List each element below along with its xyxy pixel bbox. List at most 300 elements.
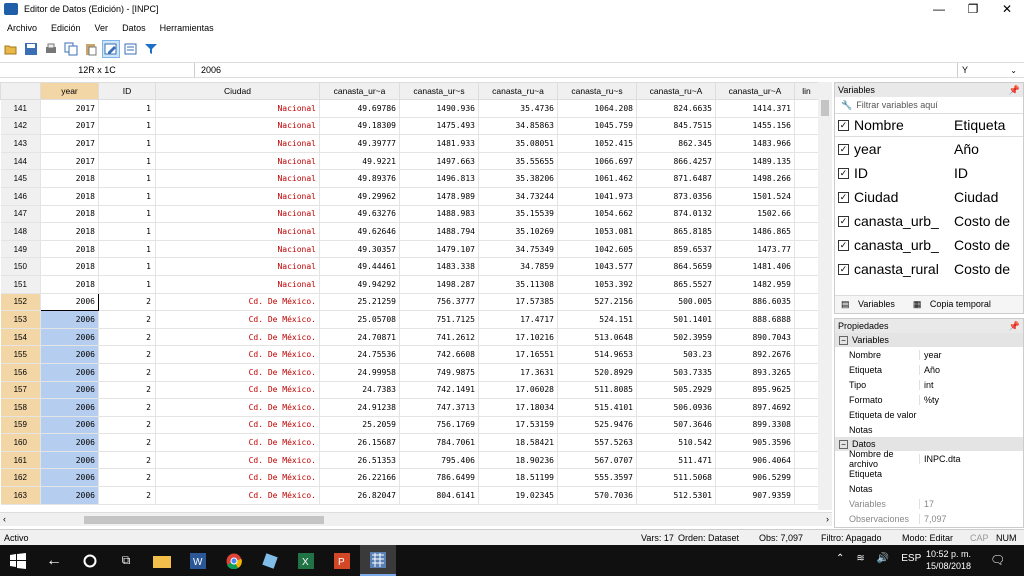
cell-c4[interactable]: 520.8929 (558, 363, 637, 381)
column-header-year[interactable]: year (41, 83, 99, 100)
cell-c3[interactable]: 17.18034 (479, 399, 558, 417)
column-header-c5[interactable]: canasta_ru~A (637, 83, 716, 100)
cell-year[interactable]: 2017 (41, 117, 99, 135)
property-row[interactable] (835, 481, 1023, 496)
cell-year[interactable]: 2018 (41, 240, 99, 258)
notifications-icon[interactable]: 🗨 (990, 553, 1006, 567)
cell-c1[interactable]: 25.05708 (320, 311, 400, 329)
cell-c5[interactable]: 864.5659 (637, 258, 716, 276)
cell-c5[interactable]: 511.471 (637, 451, 716, 469)
cell-c2[interactable]: 804.6141 (400, 487, 479, 505)
property-row[interactable] (835, 347, 1023, 362)
cell-lin[interactable] (795, 100, 819, 118)
task-view-icon[interactable]: ⧉ (121, 553, 131, 567)
row-number[interactable]: 162 (1, 469, 41, 487)
row-number[interactable]: 145 (1, 170, 41, 188)
cell-lin[interactable] (795, 311, 819, 329)
volume-icon[interactable]: 🔊 (876, 553, 890, 564)
cell-lin[interactable] (795, 416, 819, 434)
table-row[interactable] (1, 311, 819, 329)
cell-lin[interactable] (795, 399, 819, 417)
property-row[interactable] (835, 496, 1023, 511)
cell-ciudad[interactable]: Nacional (156, 152, 320, 170)
cell-c4[interactable]: 511.8085 (558, 381, 637, 399)
cell-c4[interactable]: 1043.577 (558, 258, 637, 276)
cell-lin[interactable] (795, 487, 819, 505)
cell-c6[interactable]: 1501.524 (716, 187, 795, 205)
cell-c5[interactable]: 501.1401 (637, 311, 716, 329)
cell-year[interactable]: 2006 (41, 381, 99, 399)
cell-c1[interactable]: 24.99958 (320, 363, 400, 381)
cell-c5[interactable]: 865.8185 (637, 223, 716, 241)
cell-c3[interactable]: 17.4717 (479, 311, 558, 329)
cell-year[interactable]: 2006 (41, 469, 99, 487)
cell-id[interactable]: 1 (99, 187, 156, 205)
cell-c5[interactable]: 506.0936 (637, 399, 716, 417)
variable-checkbox[interactable]: ✓ (839, 215, 848, 226)
cell-c1[interactable]: 24.7383 (320, 381, 400, 399)
cell-c1[interactable]: 49.9221 (320, 152, 400, 170)
data-grid[interactable] (0, 82, 832, 510)
row-number[interactable]: 160 (1, 434, 41, 452)
cell-year[interactable]: 2017 (41, 135, 99, 153)
paste-icon[interactable] (82, 40, 100, 58)
menu-herramientas[interactable]: Herramientas (159, 23, 214, 33)
cell-id[interactable]: 1 (99, 223, 156, 241)
variable-list-item[interactable] (835, 161, 1023, 185)
cell-year[interactable]: 2018 (41, 223, 99, 241)
table-row[interactable] (1, 205, 819, 223)
column-header-c6[interactable]: canasta_ur~A (716, 83, 795, 100)
cell-c2[interactable]: 756.3777 (400, 293, 479, 311)
property-row[interactable] (835, 392, 1023, 407)
row-number[interactable]: 158 (1, 399, 41, 417)
cell-c6[interactable]: 1502.66 (716, 205, 795, 223)
cell-year[interactable]: 2006 (41, 487, 99, 505)
property-row[interactable] (835, 362, 1023, 377)
cell-c6[interactable]: 906.5299 (716, 469, 795, 487)
cell-ciudad[interactable]: Nacional (156, 223, 320, 241)
row-number[interactable]: 161 (1, 451, 41, 469)
cell-c2[interactable]: 1488.983 (400, 205, 479, 223)
cell-c4[interactable]: 1061.462 (558, 170, 637, 188)
cell-c3[interactable]: 17.53159 (479, 416, 558, 434)
cell-lin[interactable] (795, 117, 819, 135)
variable-dropdown[interactable] (957, 63, 1020, 77)
cell-c5[interactable]: 503.7335 (637, 363, 716, 381)
cell-c6[interactable]: 1482.959 (716, 275, 795, 293)
menu-datos[interactable]: Datos (122, 23, 146, 33)
column-header-c2[interactable]: canasta_ur~s (400, 83, 479, 100)
cell-c3[interactable]: 19.02345 (479, 487, 558, 505)
cell-c4[interactable]: 527.2156 (558, 293, 637, 311)
cell-id[interactable]: 2 (99, 311, 156, 329)
cell-c2[interactable]: 1483.338 (400, 258, 479, 276)
property-value[interactable]: int (919, 380, 1023, 390)
cell-c5[interactable]: 859.6537 (637, 240, 716, 258)
cell-c3[interactable]: 34.75349 (479, 240, 558, 258)
table-row[interactable] (1, 223, 819, 241)
property-value[interactable]: %ty (919, 395, 1023, 405)
cell-id[interactable]: 1 (99, 100, 156, 118)
cell-c6[interactable]: 1489.135 (716, 152, 795, 170)
cell-c1[interactable]: 49.62646 (320, 223, 400, 241)
table-row[interactable] (1, 187, 819, 205)
cell-c2[interactable]: 1488.794 (400, 223, 479, 241)
word-icon[interactable] (180, 545, 216, 576)
table-row[interactable] (1, 434, 819, 452)
tab-variables[interactable]: ▤ Variables (835, 299, 907, 310)
cell-ciudad[interactable]: Cd. De México. (156, 381, 320, 399)
cell-c5[interactable]: 512.5301 (637, 487, 716, 505)
cell-ciudad[interactable]: Cd. De México. (156, 311, 320, 329)
cell-c2[interactable]: 756.1769 (400, 416, 479, 434)
cell-value-field[interactable]: 2006 (201, 65, 222, 75)
powerpoint-icon[interactable] (324, 545, 360, 576)
property-row[interactable] (835, 422, 1023, 437)
stata-icon[interactable] (360, 545, 396, 576)
property-row[interactable] (835, 407, 1023, 422)
cell-c6[interactable]: 1473.77 (716, 240, 795, 258)
cell-c1[interactable]: 49.89376 (320, 170, 400, 188)
cell-c4[interactable]: 555.3597 (558, 469, 637, 487)
corner-cell[interactable] (1, 83, 41, 100)
cell-c3[interactable]: 34.7859 (479, 258, 558, 276)
cell-c2[interactable]: 749.9875 (400, 363, 479, 381)
cell-lin[interactable] (795, 381, 819, 399)
cell-year[interactable]: 2006 (41, 363, 99, 381)
table-row[interactable] (1, 135, 819, 153)
row-number[interactable]: 150 (1, 258, 41, 276)
cell-c3[interactable]: 35.55655 (479, 152, 558, 170)
cell-c5[interactable]: 824.6635 (637, 100, 716, 118)
cell-c6[interactable]: 1483.966 (716, 135, 795, 153)
col-name-header[interactable]: Nombre (854, 117, 904, 133)
cell-lin[interactable] (795, 328, 819, 346)
cell-c4[interactable]: 567.0707 (558, 451, 637, 469)
cell-ciudad[interactable]: Nacional (156, 187, 320, 205)
table-row[interactable] (1, 170, 819, 188)
variable-checkbox[interactable]: ✓ (839, 263, 848, 274)
cell-c1[interactable]: 49.29962 (320, 187, 400, 205)
cell-c4[interactable]: 1054.662 (558, 205, 637, 223)
cell-id[interactable]: 2 (99, 346, 156, 364)
cell-lin[interactable] (795, 451, 819, 469)
open-icon[interactable] (2, 40, 20, 58)
cell-ciudad[interactable]: Cd. De México. (156, 416, 320, 434)
cell-c1[interactable]: 26.15687 (320, 434, 400, 452)
cell-c1[interactable]: 49.39777 (320, 135, 400, 153)
variable-checkbox[interactable]: ✓ (839, 191, 848, 202)
row-number[interactable]: 142 (1, 117, 41, 135)
scroll-thumb[interactable] (84, 516, 324, 524)
cell-id[interactable]: 1 (99, 135, 156, 153)
column-header-c4[interactable]: canasta_ru~s (558, 83, 637, 100)
cell-c1[interactable]: 25.2059 (320, 416, 400, 434)
cell-c1[interactable]: 49.44461 (320, 258, 400, 276)
cell-year[interactable]: 2006 (41, 311, 99, 329)
row-number[interactable]: 163 (1, 487, 41, 505)
cell-c6[interactable]: 907.9359 (716, 487, 795, 505)
row-number[interactable]: 153 (1, 311, 41, 329)
cell-id[interactable]: 2 (99, 487, 156, 505)
scroll-left-icon[interactable]: ‹ (3, 514, 6, 524)
cell-year[interactable]: 2018 (41, 205, 99, 223)
grid-horizontal-scrollbar[interactable] (0, 512, 832, 526)
cell-c6[interactable]: 1481.406 (716, 258, 795, 276)
table-row[interactable] (1, 293, 819, 311)
row-number[interactable]: 151 (1, 275, 41, 293)
app-icon-blue[interactable] (252, 545, 288, 576)
browse-icon[interactable] (122, 40, 140, 58)
row-number[interactable]: 144 (1, 152, 41, 170)
tab-copia-temporal[interactable]: ▦ Copia temporal (907, 299, 1003, 310)
variable-list-item[interactable] (835, 257, 1023, 281)
cell-c2[interactable]: 1496.813 (400, 170, 479, 188)
cell-id[interactable]: 1 (99, 258, 156, 276)
cell-c3[interactable]: 35.11308 (479, 275, 558, 293)
scroll-right-icon[interactable]: › (826, 514, 829, 524)
cell-id[interactable]: 1 (99, 240, 156, 258)
cell-id[interactable]: 2 (99, 451, 156, 469)
table-row[interactable] (1, 117, 819, 135)
row-number[interactable]: 141 (1, 100, 41, 118)
cell-ciudad[interactable]: Cd. De México. (156, 469, 320, 487)
cell-c2[interactable]: 1478.989 (400, 187, 479, 205)
cell-lin[interactable] (795, 187, 819, 205)
cell-c1[interactable]: 24.75536 (320, 346, 400, 364)
cell-c2[interactable]: 795.406 (400, 451, 479, 469)
variable-list-item[interactable] (835, 185, 1023, 209)
cell-lin[interactable] (795, 205, 819, 223)
cell-id[interactable]: 1 (99, 205, 156, 223)
row-number[interactable]: 155 (1, 346, 41, 364)
pin-icon[interactable]: 📌 (1008, 320, 1020, 331)
maximize-button[interactable]: ❐ (967, 2, 979, 16)
cell-ciudad[interactable]: Nacional (156, 205, 320, 223)
cell-c4[interactable]: 1045.759 (558, 117, 637, 135)
cell-c3[interactable]: 34.73244 (479, 187, 558, 205)
variable-checkbox[interactable]: ✓ (839, 239, 848, 250)
cell-year[interactable]: 2006 (41, 416, 99, 434)
cell-c1[interactable]: 49.18309 (320, 117, 400, 135)
cell-year[interactable]: 2017 (41, 152, 99, 170)
file-explorer-icon[interactable] (144, 545, 180, 576)
cell-c2[interactable]: 742.1491 (400, 381, 479, 399)
cell-lin[interactable] (795, 152, 819, 170)
cell-c1[interactable]: 49.69786 (320, 100, 400, 118)
grid-vertical-scrollbar[interactable] (818, 82, 832, 510)
cell-c4[interactable]: 524.151 (558, 311, 637, 329)
cell-ciudad[interactable]: Cd. De México. (156, 346, 320, 364)
cell-c6[interactable]: 895.9625 (716, 381, 795, 399)
cell-c1[interactable]: 49.94292 (320, 275, 400, 293)
cell-year[interactable]: 2018 (41, 170, 99, 188)
cell-c5[interactable]: 503.23 (637, 346, 716, 364)
filter-icon[interactable] (142, 40, 160, 58)
cell-c2[interactable]: 1498.287 (400, 275, 479, 293)
cell-c5[interactable]: 866.4257 (637, 152, 716, 170)
row-number[interactable]: 147 (1, 205, 41, 223)
cell-id[interactable]: 1 (99, 275, 156, 293)
cell-c3[interactable]: 17.10216 (479, 328, 558, 346)
table-row[interactable] (1, 240, 819, 258)
cell-c6[interactable]: 897.4692 (716, 399, 795, 417)
cell-c1[interactable]: 24.70871 (320, 328, 400, 346)
cell-id[interactable]: 1 (99, 152, 156, 170)
cell-year[interactable]: 2006 (41, 346, 99, 364)
cell-year[interactable]: 2006 (41, 434, 99, 452)
cell-c3[interactable]: 35.08051 (479, 135, 558, 153)
cell-lin[interactable] (795, 363, 819, 381)
col-label-header[interactable]: Etiqueta (954, 117, 1006, 133)
cell-c6[interactable]: 893.3265 (716, 363, 795, 381)
variable-filter-input[interactable] (835, 97, 1023, 113)
cell-c6[interactable]: 1486.865 (716, 223, 795, 241)
cell-c1[interactable]: 49.63276 (320, 205, 400, 223)
cell-id[interactable]: 2 (99, 399, 156, 417)
close-button[interactable]: ✕ (1001, 2, 1013, 16)
property-row[interactable] (835, 448, 1023, 469)
cell-c1[interactable]: 24.91238 (320, 399, 400, 417)
cell-lin[interactable] (795, 275, 819, 293)
variable-checkbox[interactable]: ✓ (839, 143, 848, 154)
cell-id[interactable]: 2 (99, 381, 156, 399)
cell-ciudad[interactable]: Cd. De México. (156, 487, 320, 505)
cell-lin[interactable] (795, 135, 819, 153)
cell-c3[interactable]: 34.85863 (479, 117, 558, 135)
cell-c5[interactable]: 500.005 (637, 293, 716, 311)
cell-c5[interactable]: 865.5527 (637, 275, 716, 293)
pin-icon[interactable]: 📌 (1008, 84, 1020, 95)
cell-ciudad[interactable]: Nacional (156, 135, 320, 153)
wifi-icon[interactable]: ≋ (856, 553, 865, 564)
cell-c1[interactable]: 26.51353 (320, 451, 400, 469)
cell-c6[interactable]: 890.7043 (716, 328, 795, 346)
cell-c4[interactable]: 513.0648 (558, 328, 637, 346)
edit-mode-icon[interactable] (102, 40, 120, 58)
table-row[interactable] (1, 346, 819, 364)
cell-c2[interactable]: 751.7125 (400, 311, 479, 329)
row-number[interactable]: 159 (1, 416, 41, 434)
cell-c2[interactable]: 1497.663 (400, 152, 479, 170)
chrome-icon[interactable] (216, 545, 252, 576)
cell-id[interactable]: 2 (99, 328, 156, 346)
property-row[interactable] (835, 377, 1023, 392)
column-header-c3[interactable]: canasta_ru~a (479, 83, 558, 100)
cell-c1[interactable]: 25.21259 (320, 293, 400, 311)
cell-c6[interactable]: 892.2676 (716, 346, 795, 364)
cell-lin[interactable] (795, 434, 819, 452)
column-header-c1[interactable]: canasta_ur~a (320, 83, 400, 100)
cortana-circle-icon[interactable] (72, 545, 108, 576)
cell-c5[interactable]: 874.0132 (637, 205, 716, 223)
cell-c6[interactable]: 906.4064 (716, 451, 795, 469)
cell-ciudad[interactable]: Cd. De México. (156, 399, 320, 417)
property-value[interactable]: Año (919, 365, 1023, 375)
variable-list-item[interactable] (835, 233, 1023, 257)
cell-c3[interactable]: 35.10269 (479, 223, 558, 241)
row-number[interactable]: 148 (1, 223, 41, 241)
cell-lin[interactable] (795, 293, 819, 311)
cell-c6[interactable]: 905.3596 (716, 434, 795, 452)
cell-ciudad[interactable]: Nacional (156, 240, 320, 258)
cell-c5[interactable]: 510.542 (637, 434, 716, 452)
cell-c3[interactable]: 18.90236 (479, 451, 558, 469)
menu-edicion[interactable]: Edición (51, 23, 81, 33)
language-indicator[interactable]: ESP (901, 553, 922, 564)
cell-year[interactable]: 2006 (41, 328, 99, 346)
cell-c5[interactable]: 507.3646 (637, 416, 716, 434)
cell-c4[interactable]: 1064.208 (558, 100, 637, 118)
cell-id[interactable]: 2 (99, 469, 156, 487)
cell-year[interactable]: 2018 (41, 275, 99, 293)
cell-ciudad[interactable]: Nacional (156, 170, 320, 188)
table-row[interactable] (1, 100, 819, 118)
cell-c4[interactable]: 1042.605 (558, 240, 637, 258)
cell-lin[interactable] (795, 469, 819, 487)
cell-c2[interactable]: 786.6499 (400, 469, 479, 487)
cell-c3[interactable]: 35.4736 (479, 100, 558, 118)
cell-c5[interactable]: 873.0356 (637, 187, 716, 205)
cell-c6[interactable]: 1498.266 (716, 170, 795, 188)
copy-icon[interactable] (62, 40, 80, 58)
row-number[interactable]: 149 (1, 240, 41, 258)
cell-c1[interactable]: 49.30357 (320, 240, 400, 258)
property-value[interactable]: year (919, 350, 1023, 360)
cell-c4[interactable]: 1041.973 (558, 187, 637, 205)
cell-c3[interactable]: 18.51199 (479, 469, 558, 487)
cell-year[interactable]: 2006 (41, 399, 99, 417)
cell-ciudad[interactable]: Cd. De México. (156, 293, 320, 311)
cell-year[interactable]: 2006 (41, 293, 99, 311)
cell-c3[interactable]: 17.06028 (479, 381, 558, 399)
cell-year[interactable]: 2018 (41, 187, 99, 205)
table-row[interactable] (1, 487, 819, 505)
cell-c5[interactable]: 502.3959 (637, 328, 716, 346)
cell-ciudad[interactable]: Cd. De México. (156, 434, 320, 452)
cell-c3[interactable]: 17.16551 (479, 346, 558, 364)
menu-archivo[interactable]: Archivo (7, 23, 38, 33)
cell-ciudad[interactable]: Nacional (156, 258, 320, 276)
cell-ciudad[interactable]: Cd. De México. (156, 363, 320, 381)
cell-c2[interactable]: 1490.936 (400, 100, 479, 118)
select-all-checkbox[interactable]: ✓ (839, 119, 848, 130)
cell-c6[interactable]: 888.6888 (716, 311, 795, 329)
row-number[interactable]: 152 (1, 293, 41, 311)
cell-id[interactable]: 1 (99, 117, 156, 135)
column-header-id[interactable]: ID (99, 83, 156, 100)
cell-c6[interactable]: 886.6035 (716, 293, 795, 311)
property-row[interactable] (835, 511, 1023, 526)
cell-c5[interactable]: 871.6487 (637, 170, 716, 188)
cell-id[interactable]: 2 (99, 416, 156, 434)
section-variables[interactable] (835, 333, 1023, 347)
clock[interactable] (926, 548, 971, 572)
print-icon[interactable] (42, 40, 60, 58)
cell-c2[interactable]: 742.6608 (400, 346, 479, 364)
cell-c2[interactable]: 784.7061 (400, 434, 479, 452)
row-number[interactable]: 157 (1, 381, 41, 399)
cell-ciudad[interactable]: Nacional (156, 100, 320, 118)
column-header-ciudad[interactable]: Ciudad (156, 83, 320, 100)
row-number[interactable]: 143 (1, 135, 41, 153)
cell-c5[interactable]: 505.2929 (637, 381, 716, 399)
cell-id[interactable]: 2 (99, 363, 156, 381)
cell-c4[interactable]: 514.9653 (558, 346, 637, 364)
property-row[interactable] (835, 466, 1023, 481)
row-number[interactable]: 154 (1, 328, 41, 346)
